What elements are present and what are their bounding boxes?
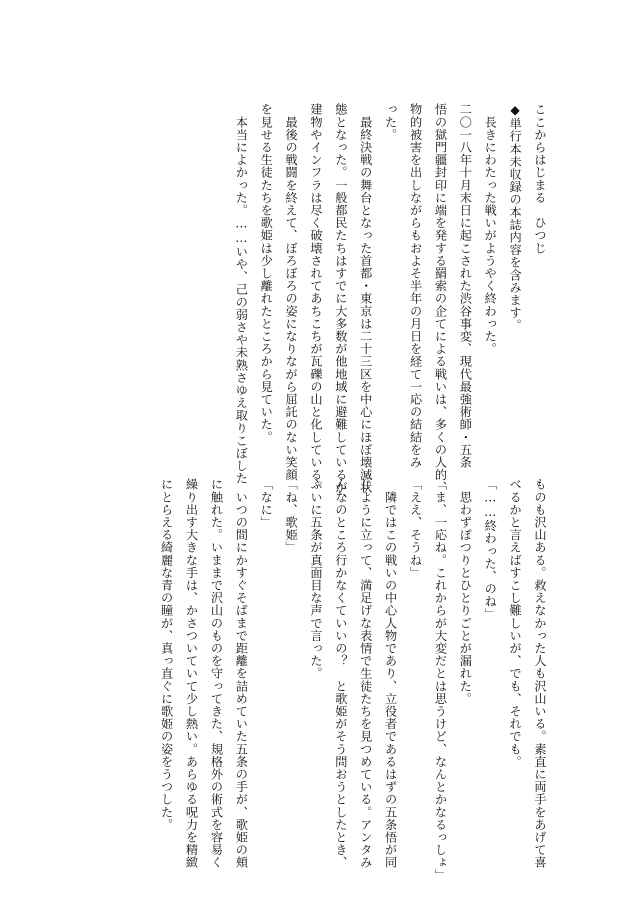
text-line: 最後の戦闘を終えて、ぼろぼろの姿になりながら屈託のない笑顔 <box>284 103 299 481</box>
text-line: 隣ではこの戦いの中心人物であり、立役者であるはずの五条悟が同 <box>383 478 398 869</box>
text-line: じように立って、満足げな表情で生徒たちを見つめている。アンタみ <box>358 478 373 869</box>
text-line: いつの間にかすぐそばまで距離を詰めていた五条の手が、歌姫の頬 <box>234 478 249 869</box>
text-line: 「……終わった、のね」 <box>483 478 498 621</box>
text-line: べるかと言えばすこし難しいが、でも、それでも。 <box>508 478 523 768</box>
text-line: 思わずぽつりとひとりごとが漏れた。 <box>458 478 473 705</box>
text-line: 「ね、歌姫」 <box>284 478 299 554</box>
text-line: 最終決戦の舞台となった首都・東京は二十三区を中心にほぼ壊滅状 <box>358 103 373 494</box>
text-line: 繰り出す大きな手は、かさついていて少し熱い。あらゆる呪力を精緻 <box>184 478 199 869</box>
text-line: 「ま、一応ね。これからが大変だとは思うけど、なんとかなるっしょ」 <box>433 478 448 882</box>
text-line: ものも沢山ある。救えなかった人も沢山いる。素直に両手をあげて喜 <box>533 478 547 869</box>
text-line: 悟の獄門疆封印に端を発する羂索の企てによる戦いは、多くの人的、 <box>433 103 448 494</box>
content-note: ◆単行本未収録の本誌内容を含みます。 <box>508 103 523 332</box>
text-line: 二〇一八年十月末日に起こされた渋谷事変、現代最強術師・五条 <box>458 103 473 469</box>
text-line: 態となった。一般都民たちはすでに大多数が他地域に避難しているが、 <box>333 103 348 507</box>
lower-text-block <box>159 478 547 882</box>
text-line: 建物やインフラは尽く破壊されてあちこちが瓦礫の山と化している。 <box>308 103 323 494</box>
text-line: 長きにわたった戦いがようやく終わった。 <box>483 103 498 355</box>
text-line: った。 <box>383 103 398 141</box>
text-line: 「なに」 <box>259 478 274 529</box>
text-line: に触れた。いままで沢山のものを守ってきた、規格外の術式を容易く <box>209 478 224 869</box>
chapter-title: ここからはじまる ひつじ <box>533 103 547 255</box>
text-line: 物的被害を出しながらもおよそ半年の月日を経て一応の結結をみ <box>408 103 423 469</box>
text-line: にとらえる綺麗な青の瞳が、真っ直ぐに歌姫の姿をうつした。 <box>159 478 174 831</box>
text-line: 本当によかった。……いや、己の弱さや未熟さゆえ取りこぼした <box>234 103 249 485</box>
text-line: ふいに五条が真面目な声で言った。 <box>308 478 323 680</box>
text-line: んなのところ行かなくていいの？ と歌姫がそう問おうとしたとき、 <box>333 478 348 869</box>
text-line: 「ええ、そうね」 <box>408 478 423 579</box>
text-line: を見せる生徒たちを歌姫は少し離れたところから見ていた。 <box>259 103 274 444</box>
